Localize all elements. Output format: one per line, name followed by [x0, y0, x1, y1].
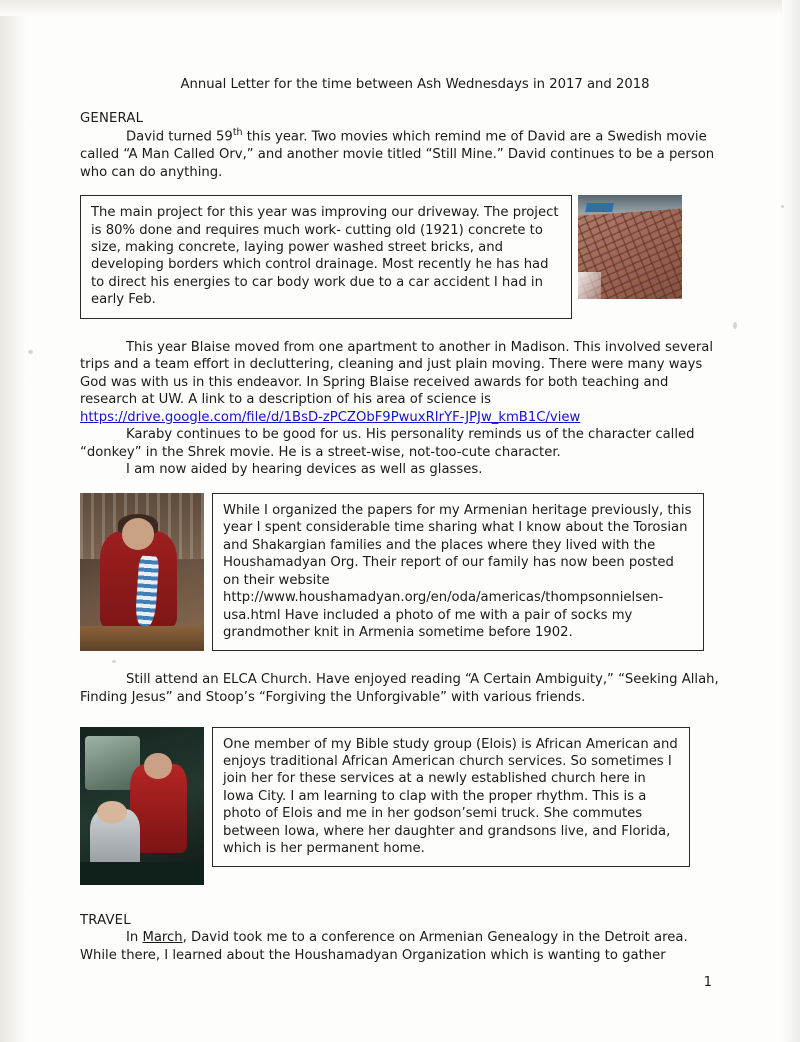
google-drive-link[interactable]: https://drive.google.com/file/d/1BsD-zPCZObF9PwuxRIrYF-JPJw_kmB1C/view [80, 409, 581, 425]
page-title: Annual Letter for the time between Ash Wednesdays in 2017 and 2018 [180, 77, 650, 92]
photo-truck [80, 727, 204, 885]
photo-driveway [578, 195, 682, 299]
photo-driveway-tarp [585, 203, 614, 212]
section-heading-general: GENERAL [80, 110, 144, 126]
page-number: 1 [703, 975, 712, 990]
section-heading-travel: TRAVEL [80, 912, 131, 928]
textbox-bible-study: One member of my Bible study group (Elois) is African American and enjoys traditional African American church services. So sometimes I join her for these services at a newly established church here in Iowa City. I am learning to clap with the proper rhythm. This is a photo of Elois and me in her godson’semi truck. She commutes between Iowa, where her daughter and grandsons live, and Florida, which is her permanent home. [212, 727, 690, 868]
paragraph-travel-march [80, 929, 720, 964]
paragraph-david-intro-part2: this year. Two movies which remind me of David are a Swedish movie called “A Man Called Orv,” and another movie titled “Still Mine.” David continues to be a person who can do anything. [80, 129, 715, 180]
paragraph-elca-church: Still attend an ELCA Church. Have enjoyed reading “A Certain Ambiguity,” “Seeking Allah, Finding Jesus” and Stoop’s “Forgiving the Unforgivable” with various friends. [80, 672, 719, 705]
scan-speck [733, 322, 737, 329]
photo-socks [80, 493, 204, 651]
bible-study-block [80, 727, 720, 885]
month-emphasis: March [142, 930, 183, 946]
ordinal-suffix: th [232, 127, 243, 139]
photo-truck-dashboard [80, 862, 204, 884]
scan-speck [28, 350, 33, 354]
photo-socks-person-head [122, 518, 154, 550]
paragraph-travel-part2: , David took me to a conference on Armenian Genealogy in the Detroit area. While there, I learned about the Houshamadyan Organization which is wanting to gather [80, 930, 688, 963]
armenian-heritage-block [80, 493, 720, 651]
paragraph-travel-part1: In [126, 930, 143, 946]
scan-edge-top [0, 0, 800, 16]
scan-edge-right [782, 0, 800, 1042]
driveway-block [80, 195, 720, 319]
textbox-armenian-heritage: While I organized the papers for my Armenian heritage previously, this year I spent considerable time sharing what I know about the Torosian and Shakargian families and the places where they lived with the Houshamadyan Org. Their report of our family has now been posted on their website http://www.houshamadyan.org/en/oda/americas/thompsonnielsen-usa.html Have included a photo of me with a pair of socks my grandmother knit in Armenia sometime before 1902. [212, 493, 704, 651]
paragraph-david-intro-part1: David turned 59 [126, 129, 233, 145]
scan-speck [781, 205, 784, 208]
photo-truck-driver-head [144, 753, 171, 778]
paragraph-blaise: This year Blaise moved from one apartment to another in Madison. This involved several trips and a team effort in decluttering, cleaning and just plain moving. There were many ways God was with us in this endeavor. In Spring Blaise received awards for both teaching and research at UW. A link to a description of his area of science is [80, 339, 714, 408]
paragraph-hearing-devices: I am now aided by hearing devices as well as glasses. [126, 462, 483, 478]
photo-driveway-snow [578, 272, 601, 299]
letter-body [80, 76, 720, 964]
textbox-driveway: The main project for this year was improving our driveway. The project is 80% done and requires much work- cutting old (1921) concrete to size, making concrete, laying power washed street bricks, and developing borders which control drainage. Most recently he has had to direct his energies to car body work due to a car accident I had in early Feb. [80, 195, 572, 319]
photo-socks-table [80, 626, 204, 651]
paragraph-david-intro [80, 127, 720, 181]
scan-edge-left [0, 0, 26, 1042]
paragraph-karaby: Karaby continues to be good for us. His personality reminds us of the character called “donkey” in the Shrek movie. He is a street-wise, not-too-cute character. [80, 427, 695, 460]
